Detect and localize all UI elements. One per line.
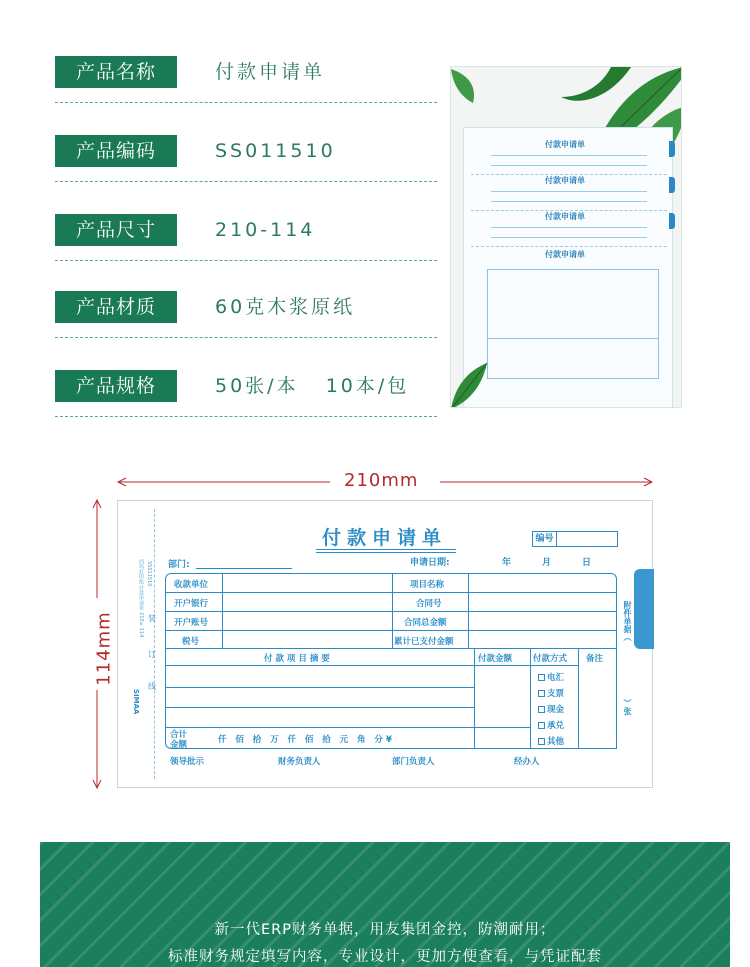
checkbox-icon[interactable] [538, 690, 545, 697]
total-label: 金额 [170, 740, 188, 750]
payment-items-grid [165, 649, 617, 749]
side-print: 西玛打印纸 付款申请单 210×114 [138, 559, 144, 638]
grid-line [222, 574, 223, 648]
spec-value: 60克木浆原纸 [215, 296, 356, 318]
grid-line [166, 727, 530, 728]
contract-number-label: 合同号 [416, 599, 442, 609]
month-label: 月 [542, 558, 552, 568]
slip-title: 付款申请单 [545, 176, 585, 185]
signature-handler: 经办人 [514, 757, 540, 767]
department-underline [196, 568, 292, 569]
method-label: 现金 [547, 705, 565, 715]
method-check[interactable] [538, 687, 564, 699]
side-tab [634, 569, 654, 649]
title-underline [316, 549, 456, 550]
summary-header: 付 款 项 目 摘 要 [264, 654, 330, 664]
method-label: 其他 [547, 737, 565, 747]
payee-label: 收款单位 [174, 580, 209, 590]
payee-grid [165, 573, 617, 649]
method-label: 承兑 [547, 721, 565, 731]
brand-logo: SIMAA [132, 689, 140, 715]
checkbox-icon[interactable] [538, 738, 545, 745]
total-units: 仟 佰 拾 万 仟 佰 拾 元 角 分 ¥ [218, 735, 392, 745]
grid-line [468, 574, 469, 648]
width-dimension: 210mm [344, 470, 419, 491]
method-wire[interactable] [538, 671, 564, 683]
method-other[interactable] [538, 735, 564, 747]
grid-line [392, 574, 393, 648]
payment-request-form [117, 500, 653, 788]
total-label: 合计 [170, 730, 188, 740]
grid-line [166, 611, 616, 612]
number-box [532, 531, 618, 547]
day-label: 日 [582, 558, 592, 568]
spec-value: SS011510 [215, 140, 336, 162]
method-acceptance[interactable] [538, 719, 564, 731]
paid-total-label: 累计已支付金额 [394, 637, 454, 647]
checkbox-icon[interactable] [538, 674, 545, 681]
sheets-label: ）张 [623, 699, 632, 715]
grid-line [578, 649, 579, 748]
grid-line [166, 687, 474, 688]
form-title: 付款申请单 [322, 527, 448, 549]
account-label: 开户账号 [174, 618, 209, 628]
department-label: 部门: [168, 560, 190, 570]
signature-leader: 领导批示 [170, 757, 205, 767]
perforation-line [154, 509, 155, 779]
tax-number-label: 税号 [182, 637, 200, 647]
spec-label: 产品尺寸 [55, 214, 177, 246]
spec-label: 产品编码 [55, 135, 177, 167]
spec-label: 产品材质 [55, 291, 177, 323]
spec-label: 产品规格 [55, 370, 177, 402]
spec-value: 210-114 [215, 219, 316, 241]
grid-line [166, 665, 578, 666]
binding-mark: 装 [148, 614, 156, 623]
side-print: SS011510 [146, 561, 152, 587]
spec-value: 付款申请单 [215, 61, 326, 83]
grid-line [530, 649, 531, 748]
spec-label: 产品名称 [55, 56, 177, 88]
grid-line [166, 592, 616, 593]
method-cash[interactable] [538, 703, 564, 715]
checkbox-icon[interactable] [538, 722, 545, 729]
number-label: 编号 [533, 532, 557, 546]
attachment-label: 附件单据（ [623, 601, 632, 641]
feature-banner [40, 842, 730, 967]
signature-department: 部门负责人 [392, 757, 435, 767]
slip-title: 付款申请单 [545, 212, 585, 221]
grid-line [474, 649, 475, 748]
method-label: 支票 [547, 689, 565, 699]
checkbox-icon[interactable] [538, 706, 545, 713]
grid-line [166, 630, 616, 631]
method-header: 付款方式 [533, 654, 568, 664]
note-header: 备注 [586, 654, 604, 664]
grid-line [166, 707, 474, 708]
binding-mark: 订 [148, 650, 156, 659]
method-label: 电汇 [547, 673, 565, 683]
amount-header: 付款金额 [478, 654, 513, 664]
bank-label: 开户银行 [174, 599, 209, 609]
slip-title: 付款申请单 [545, 140, 585, 149]
title-underline [316, 552, 456, 553]
banner-line: 标准财务规定填写内容，专业设计，更加方便查看，与凭证配套 [168, 949, 602, 965]
apply-date-label: 申请日期: [410, 558, 450, 568]
banner-line: 新一代ERP财务单据，用友集团金控，防潮耐用； [214, 922, 556, 938]
form-preview-title: 付款申请单 [545, 250, 585, 259]
project-name-label: 项目名称 [410, 580, 445, 590]
year-label: 年 [502, 558, 512, 568]
binding-mark: 线 [148, 682, 156, 691]
contract-total-label: 合同总金额 [404, 618, 447, 628]
spec-value: 50张/本 10本/包 [215, 375, 410, 397]
signature-finance: 财务负责人 [278, 757, 321, 767]
height-dimension: 114mm [93, 611, 115, 686]
